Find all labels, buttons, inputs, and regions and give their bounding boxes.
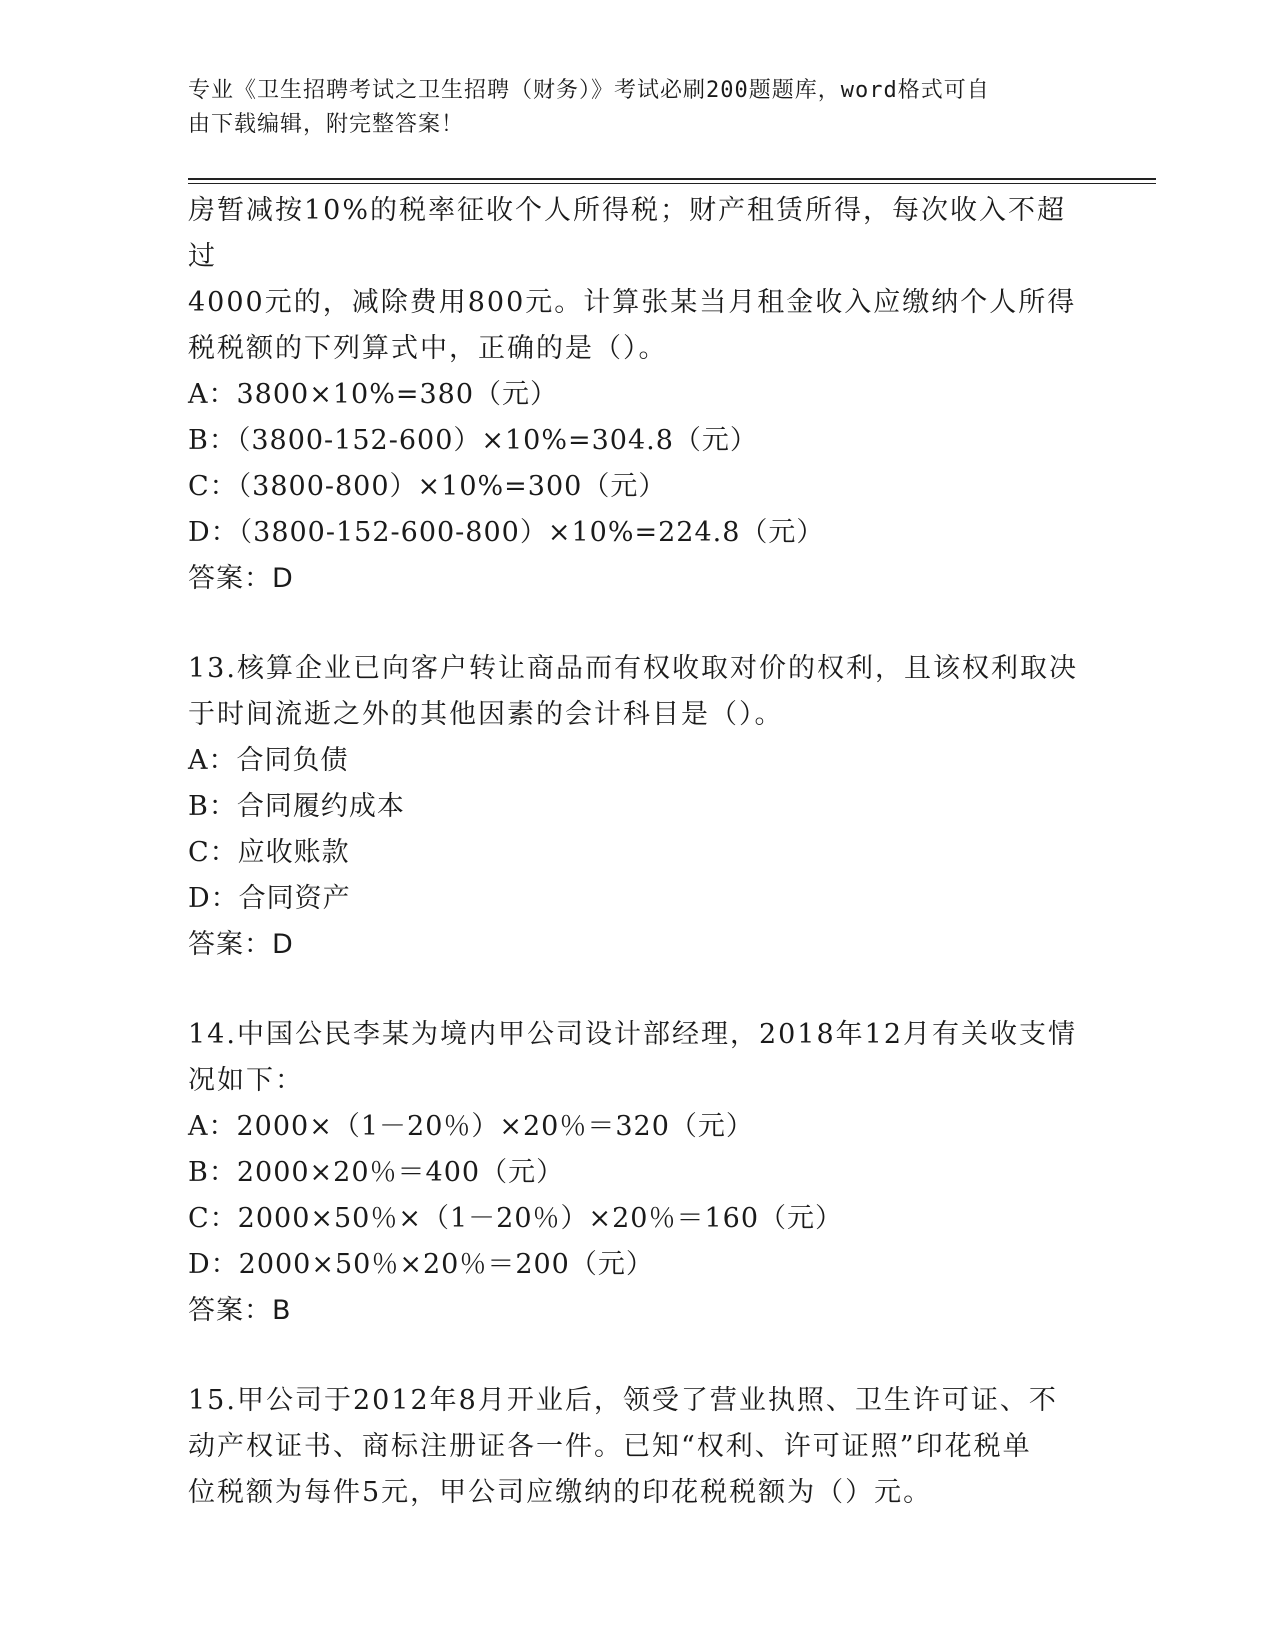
question-block — [188, 1378, 1088, 1516]
question-stem-line: 税税额的下列算式中，正确的是（）。 — [188, 333, 668, 364]
option-d: D：合同资产 — [188, 883, 351, 914]
answer-line: 答案：D — [188, 929, 294, 960]
option-c: C：2000×50％×（1－20％）×20％＝160（元） — [188, 1203, 844, 1234]
document-header — [188, 74, 1068, 142]
question-content — [188, 188, 1088, 1516]
question-stem-line: 动产权证书、商标注册证各一件。已知“权利、许可证照”印花税单 — [188, 1431, 1032, 1462]
option-a: A：合同负债 — [188, 745, 349, 776]
answer-line: 答案：B — [188, 1295, 292, 1326]
question-stem-line: 位税额为每件5元，甲公司应缴纳的印花税税额为（）元。 — [188, 1477, 933, 1508]
question-stem-line: 13.核算企业已向客户转让商品而有权收取对价的权利，且该权利取决 — [188, 653, 1078, 684]
question-stem-line: 4000元的，减除费用800元。计算张某当月租金收入应缴纳个人所得 — [188, 287, 1077, 318]
question-stem-line: 15.甲公司于2012年8月开业后，领受了营业执照、卫生许可证、不 — [188, 1385, 1058, 1416]
question-stem-line: 房暂减按10%的税率征收个人所得税；财产租赁所得，每次收入不超过 — [188, 195, 1067, 272]
question-stem-line: 14.中国公民李某为境内甲公司设计部经理，2018年12月有关收支情 — [188, 1019, 1078, 1050]
option-b: B：（3800-152-600）×10%=304.8（元） — [188, 425, 758, 456]
question-stem-line: 于时间流逝之外的其他因素的会计科目是（）。 — [188, 699, 784, 730]
option-c: C：（3800-800）×10%=300（元） — [188, 471, 667, 502]
header-divider — [188, 183, 1156, 184]
question-block — [188, 1012, 1088, 1334]
question-block — [188, 646, 1088, 968]
header-line: 由下载编辑，附完整答案！ — [188, 112, 465, 137]
header-line: 专业《卫生招聘考试之卫生招聘（财务）》考试必刷200题题库，word格式可自 — [188, 78, 990, 103]
answer-line: 答案：D — [188, 563, 294, 594]
option-a: A：3800×10%=380（元） — [188, 379, 559, 410]
header-divider — [188, 178, 1156, 180]
option-a: A：2000×（1－20％）×20％＝320（元） — [188, 1111, 754, 1142]
option-b: B：2000×20％＝400（元） — [188, 1157, 565, 1188]
option-b: B：合同履约成本 — [188, 791, 405, 822]
option-d: D：2000×50％×20％＝200（元） — [188, 1249, 654, 1280]
option-c: C：应收账款 — [188, 837, 350, 868]
question-stem-line: 况如下： — [188, 1065, 304, 1096]
question-block — [188, 188, 1088, 602]
option-d: D：（3800-152-600-800）×10%=224.8（元） — [188, 517, 825, 548]
